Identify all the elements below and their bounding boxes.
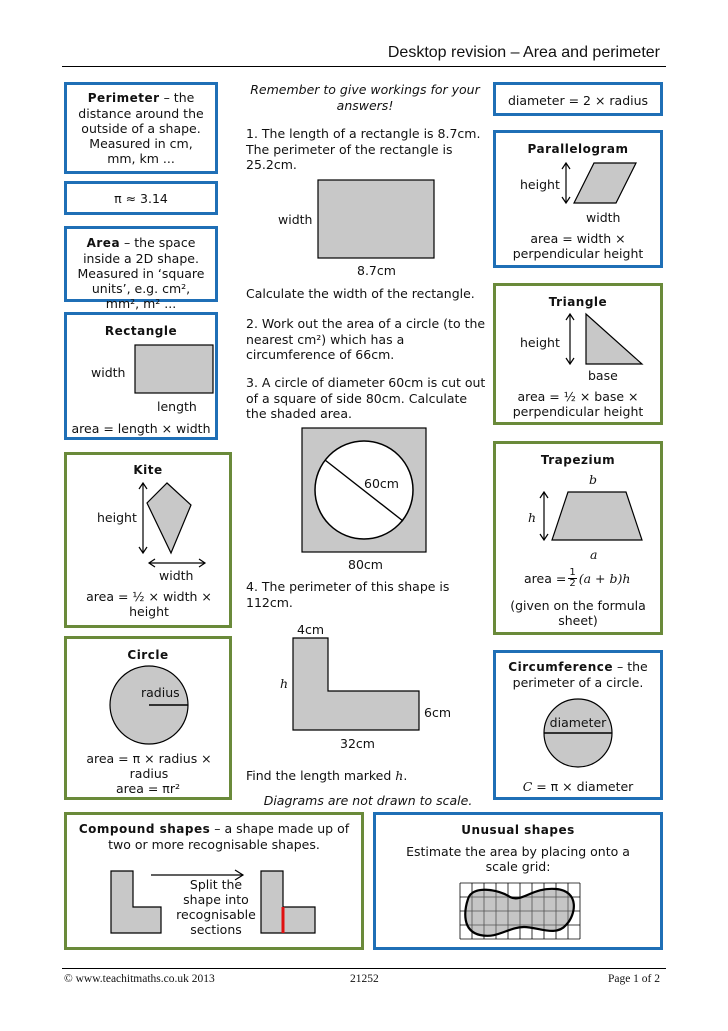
- parallelogram-formula: area = width × perpendicular height: [512, 231, 644, 261]
- q3-side-label: 80cm: [348, 557, 383, 572]
- diameter-text: diameter = 2 × radius: [507, 93, 649, 108]
- q4-diagram: [290, 636, 424, 734]
- rectangle-width-label: width: [91, 365, 126, 380]
- trapezium-box: [493, 441, 663, 635]
- q4-ask-text: Find the length marked: [246, 768, 396, 783]
- scale-note: Diagrams are not drawn to scale.: [263, 793, 473, 808]
- trapezium-formula: [524, 568, 630, 589]
- parallelogram-height-label: height: [520, 177, 560, 192]
- pi-box: [64, 181, 218, 215]
- question-4: 4. The perimeter of this shape is 112cm.: [246, 579, 450, 610]
- trapezium-b-label: b: [589, 472, 598, 487]
- parallelogram-width-label: width: [586, 210, 621, 225]
- rectangle-title: Rectangle: [104, 324, 178, 338]
- footer-copyright: © www.teachitmaths.co.uk 2013: [64, 973, 215, 985]
- q1-ask: Calculate the width of the rectangle.: [246, 286, 475, 301]
- q4-l-shape: [293, 638, 419, 730]
- q4-ask-end: .: [403, 768, 408, 783]
- compound-title: Compound shapes: [78, 822, 211, 836]
- perimeter-title: Perimeter: [87, 91, 160, 105]
- circle-formula-1: area = π × radius × radius: [86, 751, 212, 781]
- q4-bottom-label: 32cm: [340, 736, 375, 751]
- compound-shapes-box: [64, 812, 364, 950]
- area-text: – the space inside a 2D shape. Measured in ‘square units’, e.g.: [77, 235, 205, 296]
- parallelogram-title: Parallelogram: [527, 142, 629, 156]
- perimeter-box: [64, 82, 218, 174]
- unusual-shapes-box: [373, 812, 663, 950]
- circle-diagram: [67, 665, 229, 749]
- q4-right-label: 6cm: [424, 705, 452, 720]
- circle-formula-2: area = πr²: [116, 781, 180, 796]
- kite-formula: area = ½ × width × height: [86, 589, 212, 619]
- trapezium-title: Trapezium: [540, 453, 616, 467]
- compound-text: – a shape made up of two or more recognisable shapes.: [108, 821, 350, 852]
- compound-split-text: Split the shape into recognisable sections: [176, 877, 256, 937]
- kite-height-label: height: [97, 510, 137, 525]
- parallelogram-shape: [574, 163, 636, 203]
- circle-title: Circle: [127, 648, 169, 662]
- unusual-title: Unusual shapes: [461, 823, 575, 837]
- circumference-box: [493, 650, 663, 800]
- triangle-box: [493, 283, 663, 425]
- rectangle-shape: [135, 345, 213, 393]
- compound-heading: [67, 815, 361, 852]
- area-title: Area: [86, 236, 121, 250]
- trapezium-shape: [552, 492, 642, 540]
- circumference-diameter-label: diameter: [549, 715, 607, 730]
- kite-diagram: [67, 477, 229, 587]
- trapezium-formula-lead: area =: [524, 571, 567, 586]
- triangle-title: Triangle: [548, 295, 608, 309]
- unusual-grid-diagram: [458, 881, 582, 941]
- page-title: Desktop revision – Area and perimeter: [387, 44, 660, 61]
- question-1: 1. The length of a rectangle is 8.7cm. The perimeter of the rectangle is 25.2cm.: [246, 126, 481, 172]
- circle-radius-label: radius: [141, 685, 180, 700]
- q1-length-label: 8.7cm: [357, 263, 396, 278]
- triangle-shape: [586, 314, 642, 364]
- circumference-formula: [496, 779, 660, 794]
- compound-shape-before: [111, 871, 161, 933]
- q4-h-label: h: [280, 676, 289, 691]
- footer-divider: [62, 968, 666, 969]
- kite-title: Kite: [133, 463, 163, 477]
- kite-width-label: width: [159, 568, 194, 583]
- rectangle-box: [64, 312, 218, 440]
- rectangle-length-label: length: [157, 399, 197, 414]
- trapezium-note: (given on the formula sheet): [510, 598, 646, 628]
- diameter-box: [493, 82, 663, 116]
- unusual-blob-shape: [465, 889, 574, 936]
- question-2: 2. Work out the area of a circle (to the nearest cm²) which has a circumference of 66cm.: [246, 316, 486, 362]
- parallelogram-box: [493, 130, 663, 268]
- perimeter-text: – the distance around the outside of a shape. Measured in cm, mm, km ...: [78, 90, 204, 166]
- circumference-formula-c: C: [522, 779, 533, 794]
- triangle-formula: area = ½ × base × perpendicular height: [512, 389, 644, 419]
- q1-rectangle: [318, 180, 434, 258]
- q4-top-label: 4cm: [297, 622, 325, 637]
- compound-shape-after: [261, 871, 315, 933]
- pi-text: π ≈ 3.14: [114, 191, 168, 206]
- area-units: cm², mm², m² ...: [105, 281, 191, 311]
- circumference-diagram: [496, 697, 660, 769]
- circumference-text: – the perimeter of a circle.: [512, 659, 648, 690]
- unusual-text: Estimate the area by placing onto a scale grid:: [406, 844, 630, 874]
- trapezium-formula-tail: (a + b)h: [578, 571, 631, 586]
- q4-ask-h: h: [395, 768, 404, 783]
- remember-note: Remember to give workings for your answers!: [250, 82, 480, 113]
- kite-box: [64, 452, 232, 628]
- kite-shape: [147, 483, 191, 553]
- circle-box: [64, 636, 232, 800]
- question-3: 3. A circle of diameter 60cm is cut out of a square of side 80cm. Calculate the shaded area.: [246, 375, 486, 421]
- triangle-height-label: height: [520, 335, 560, 350]
- circumference-title: Circumference: [508, 660, 613, 674]
- header-divider: [62, 66, 666, 67]
- trapezium-fraction: [568, 568, 576, 589]
- q1-width-label: width: [278, 212, 313, 227]
- trapezium-a-label: a: [590, 547, 598, 562]
- rectangle-formula: area = length × width: [71, 421, 211, 436]
- q4-ask: [246, 768, 407, 784]
- q1-diagram: [316, 178, 438, 262]
- trapezium-fraction-num: 1: [569, 567, 576, 578]
- footer-code: 21252: [350, 973, 379, 985]
- area-box: [64, 226, 218, 311]
- q3-diameter-label: 60cm: [364, 476, 399, 491]
- circumference-formula-rest: = π × diameter: [532, 779, 634, 794]
- trapezium-fraction-den: 2: [569, 578, 576, 589]
- footer-page: Page 1 of 2: [607, 973, 660, 985]
- trapezium-diagram: [496, 488, 660, 544]
- triangle-base-label: base: [588, 368, 618, 383]
- trapezium-h-label: h: [528, 510, 537, 525]
